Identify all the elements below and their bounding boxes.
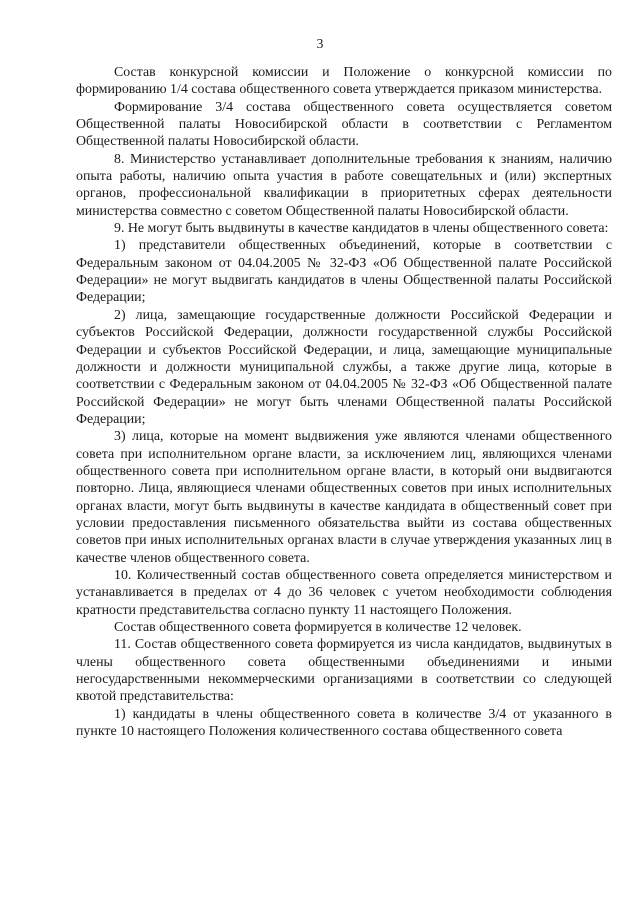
paragraph-item-11: 11. Состав общественного совета формируется из числа кандидатов, выдвинутых в члены общественного совета общественными объединениями и иными негосударственными некоммерческими организациями в соответствии со следующей квотой представительства: xyxy=(76,637,612,705)
paragraph-item-8: 8. Министерство устанавливает дополнительные требования к знаниям, наличию опыта работы, наличию опыта участия в работе совещательных и (или) экспертных органов, профессиональной квалификации в приоритетных сферах деятельности министерства совместно с советом Общественной палаты Новосибирской области. xyxy=(76,151,612,219)
paragraph-formation-three-quarters: Формирование 3/4 состава общественного совета осуществляется советом Общественной палаты Новосибирской области в соответствии с Регламентом Общественной палаты Новосибирской области. xyxy=(76,99,612,150)
paragraph-council-size: Состав общественного совета формируется в количестве 12 человек. xyxy=(114,620,522,635)
page-number: 3 xyxy=(316,36,324,51)
paragraph-item-9: 9. Не могут быть выдвинуты в качестве кандидатов в члены общественного совета: xyxy=(114,221,609,237)
document-body xyxy=(76,64,612,740)
paragraph-item-11-1: 1) кандидаты в члены общественного совета в количестве 3/4 от указанного в пункте 10 настоящего Положения количественного состава общественного совета xyxy=(76,706,612,740)
paragraph-item-9-3: 3) лица, которые на момент выдвижения уже являются членами общественного совета при исполнительном органе власти, за исключением лиц, являющихся членами общественного совета при исполнительном органе власти, в который они выдвигаются повторно. Лица, являющиеся членами общественных советов при иных исполнительных органах власти, могут быть выдвинуты в качестве кандидата в общественный совет при условии предоставления письменного обязательства выйти из состава общественных советов при иных исполнительных органах власти в случае утверждения указанных лиц в качестве членов общественного совета. xyxy=(76,429,612,566)
paragraph-item-10: 10. Количественный состав общественного совета определяется министерством и устанавливается в пределах от 4 до 36 человек с учетом необходимости соблюдения кратности представительства согласно пункту 11 настоящего Положения. xyxy=(76,567,612,618)
paragraph-competition-commission: Состав конкурсной комиссии и Положение о конкурсной комиссии по формированию 1/4 состава общественного совета утверждается приказом министерства. xyxy=(76,65,612,98)
paragraph-item-9-2: 2) лица, замещающие государственные должности Российской Федерации и субъектов Российской Федерации, должности государственной службы Российской Федерации и субъектов Российской Федерации, и лица, замещающие муниципальные должности и должности муниципальной службы, а также другие лица, которые в соответствии с Федеральным законом от 04.04.2005 № 32-ФЗ «Об Общественной палате Российской Федерации» не могут быть членами Общественной палаты Российской Федерации; xyxy=(76,307,612,427)
paragraph-item-9-1: 1) представители общественных объединений, которые в соответствии с Федеральным законом от 04.04.2005 № 32-ФЗ «Об Общественной палате Российской Федерации» не могут выдвигать кандидатов в члены Общественной палаты Российской Федерации; xyxy=(76,238,612,306)
